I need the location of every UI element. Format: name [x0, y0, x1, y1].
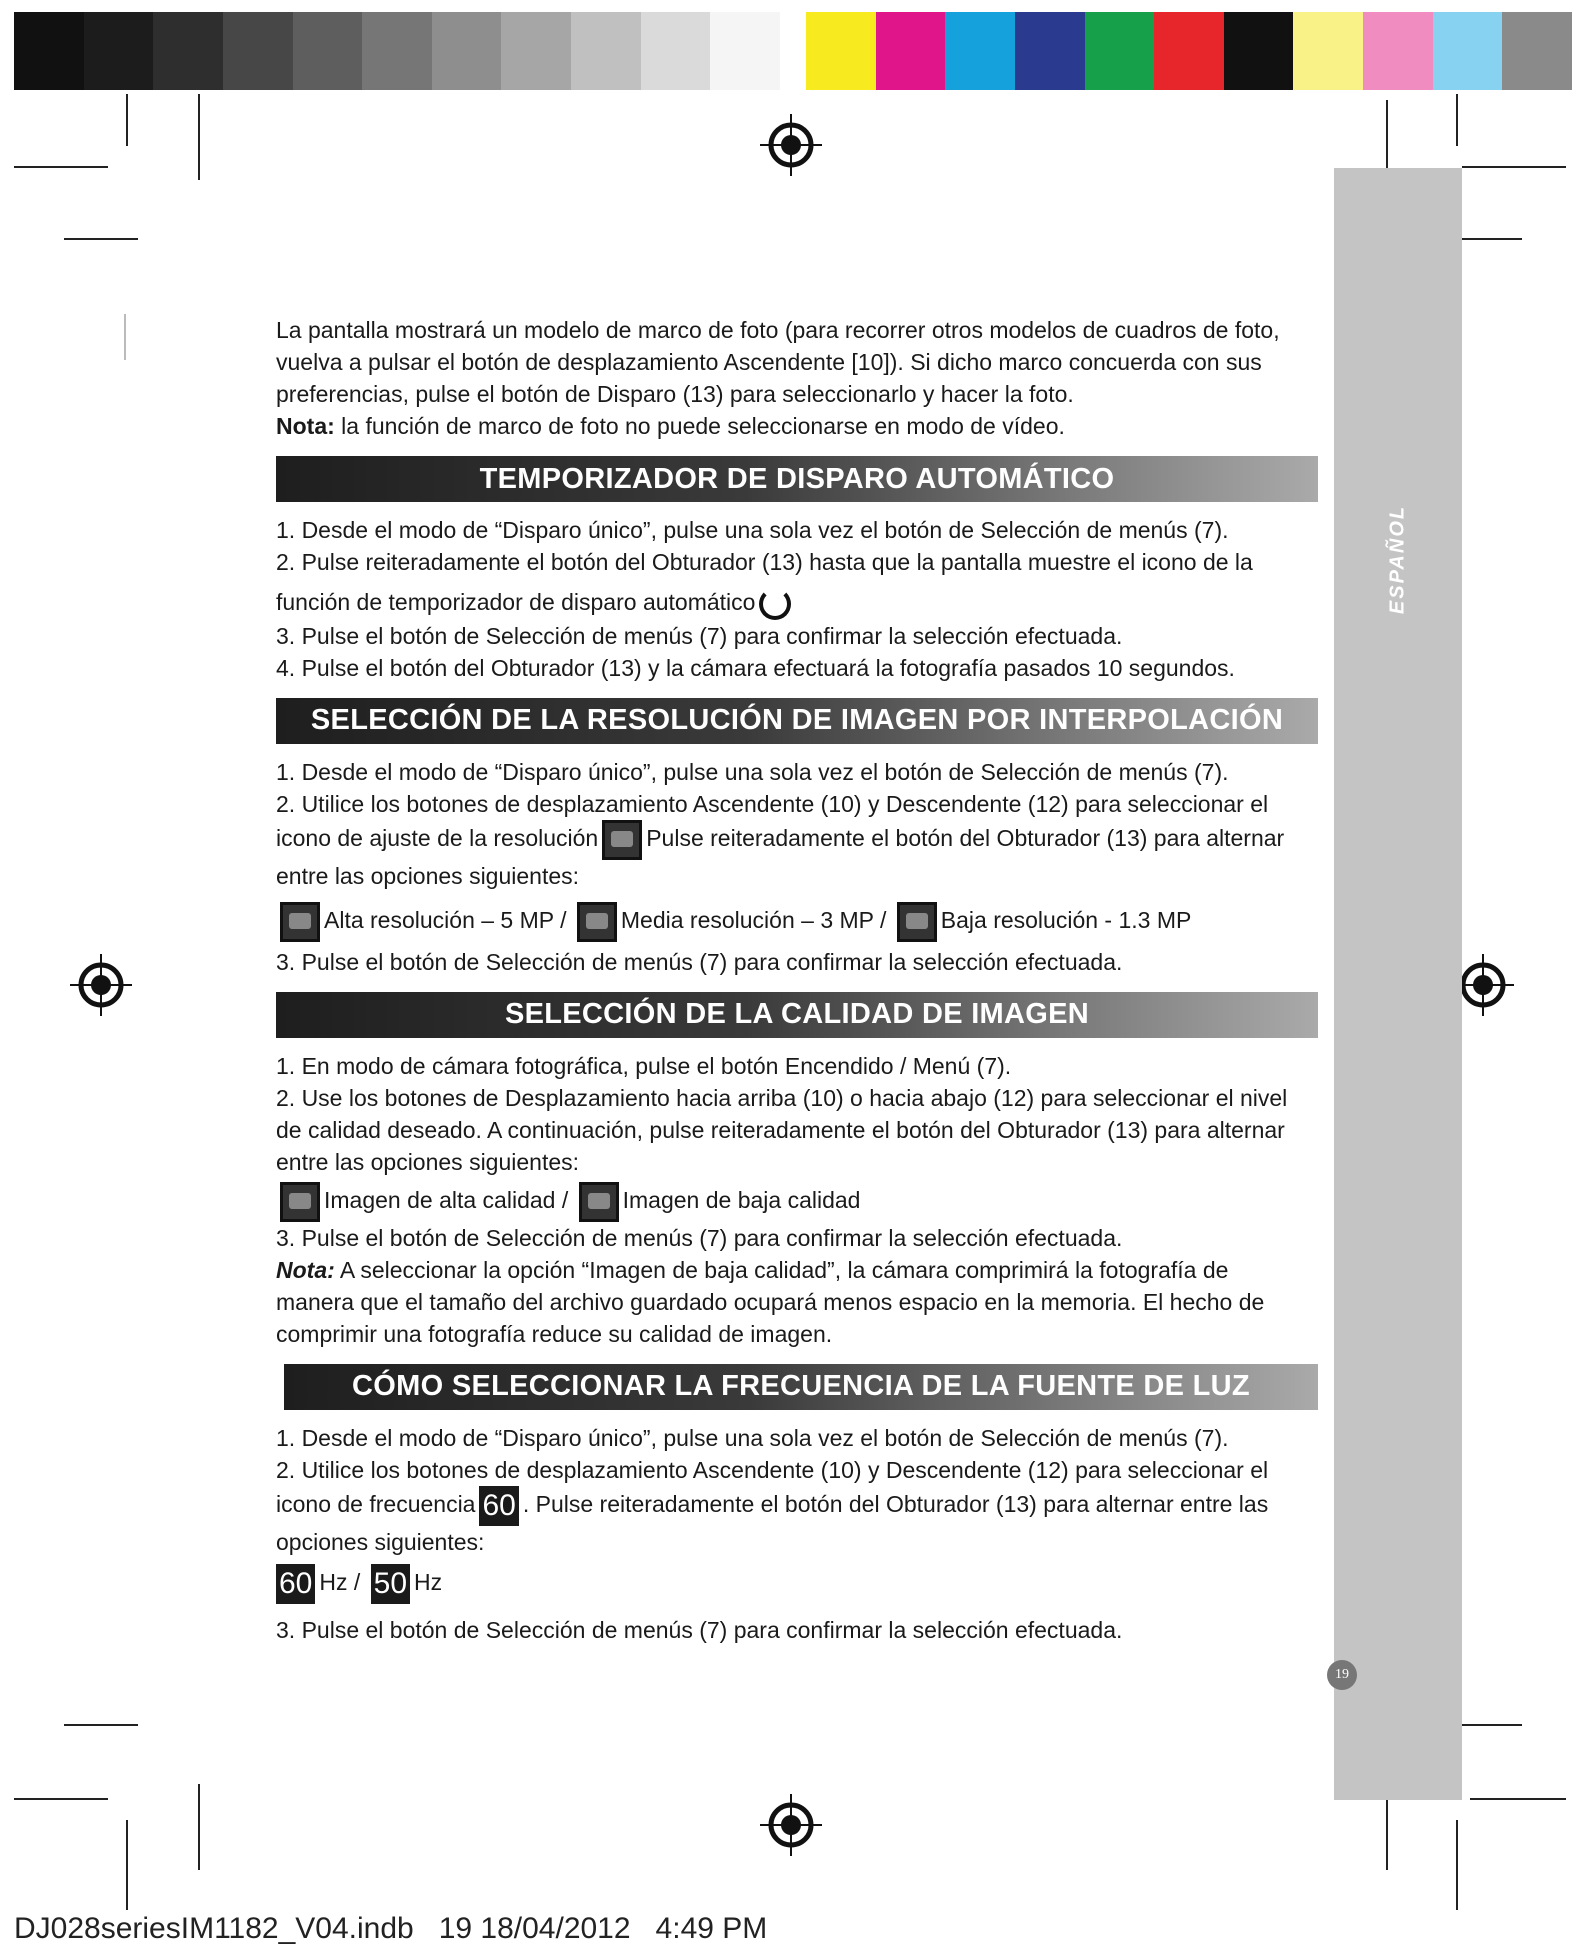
options-line — [276, 1182, 1318, 1222]
step-line: 3. Pulse el botón de Selección de menús (7) para confirmar la selección efectuada. — [276, 622, 1123, 649]
step-line: 1. En modo de cámara fotográfica, pulse el botón Encendido / Menú (7). — [276, 1052, 1012, 1079]
color-swatch — [1433, 12, 1503, 90]
crop-mark — [1470, 1798, 1566, 1800]
option-text: Alta resolución – 5 MP / — [324, 907, 567, 933]
section-heading: SELECCIÓN DE LA CALIDAD DE IMAGEN — [276, 992, 1318, 1038]
step-line: 2. Utilice los botones de desplazamiento Ascendente (10) y Descendente (12) para seleccionar el — [276, 1456, 1269, 1483]
nota-label: Nota: — [276, 413, 335, 439]
option-text: Media resolución – 3 MP / — [620, 907, 887, 933]
crop-mark — [1452, 1724, 1522, 1726]
step-text: función de temporizador de disparo automático — [276, 589, 756, 615]
color-swatch — [571, 12, 641, 90]
step-line: entre las opciones siguientes: — [276, 862, 580, 889]
crop-mark — [1456, 94, 1458, 146]
section-heading: SELECCIÓN DE LA RESOLUCIÓN DE IMAGEN POR INTERPOLACIÓN — [276, 698, 1318, 744]
color-swatch — [1363, 12, 1433, 90]
resolution-icon — [602, 820, 642, 860]
color-swatch — [362, 12, 432, 90]
crop-mark — [126, 94, 128, 146]
nota-line: manera que el tamaño del archivo guardado ocupará menos espacio en la memoria. El hecho de — [276, 1288, 1265, 1315]
step-line: 1. Desde el modo de “Disparo único”, pulse una sola vez el botón de Selección de menús (7). — [276, 758, 1229, 785]
crop-mark — [1452, 238, 1522, 240]
step-line: 2. Use los botones de Desplazamiento hacia arriba (10) o hacia abajo (12) para seleccionar el nivel — [276, 1084, 1288, 1111]
crop-mark — [1462, 166, 1566, 168]
crop-mark — [1456, 1820, 1458, 1910]
page-content — [276, 314, 1318, 1646]
step-line: 1. Desde el modo de “Disparo único”, pulse una sola vez el botón de Selección de menús (7). — [276, 517, 1229, 543]
step-line: 3. Pulse el botón de Selección de menús (7) para confirmar la selección efectuada. — [276, 1224, 1123, 1251]
self-timer-icon — [759, 588, 791, 620]
high-quality-icon — [280, 1182, 320, 1222]
frequency-50-icon: 50 — [371, 1564, 410, 1604]
intro-line: preferencias, pulse el botón de Disparo (13) para seleccionarlo y hacer la foto. — [276, 381, 1074, 407]
color-swatch — [876, 12, 946, 90]
option-text: Imagen de baja calidad — [622, 1187, 861, 1213]
step-line: entre las opciones siguientes: — [276, 1148, 580, 1175]
color-swatch — [641, 12, 711, 90]
color-swatch — [1085, 12, 1155, 90]
print-slug: DJ028seriesIM1182_V04.indb 19 18/04/2012 4:49 PM — [14, 1912, 768, 1945]
step-line — [276, 820, 1318, 860]
crop-mark — [198, 1784, 200, 1870]
color-swatch — [1154, 12, 1224, 90]
intro-line: La pantalla mostrará un modelo de marco de foto (para recorrer otros modelos de cuadros de foto, — [276, 317, 1280, 343]
step-line: 3. Pulse el botón de Selección de menús (7) para confirmar la selección efectuada. — [276, 948, 1123, 975]
step-text: icono de ajuste de la resolución — [276, 825, 599, 851]
options-line — [276, 902, 1318, 942]
gray-scale-bar — [14, 12, 780, 90]
registration-mark-icon — [70, 954, 132, 1016]
color-swatch — [84, 12, 154, 90]
crop-mark — [14, 166, 108, 168]
step-line: 2. Pulse reiteradamente el botón del Obturador (13) hasta que la pantalla muestre el icono de la — [276, 549, 1253, 575]
color-swatch — [806, 12, 876, 90]
crop-mark — [14, 1798, 108, 1800]
color-swatch — [1293, 12, 1363, 90]
intro-line: vuelva a pulsar el botón de desplazamiento Ascendente [10]). Si dicho marco concuerda con sus — [276, 349, 1262, 375]
high-resolution-icon — [280, 902, 320, 942]
option-text: Baja resolución - 1.3 MP — [940, 907, 1192, 933]
option-text: Hz / — [319, 1569, 361, 1595]
low-resolution-icon — [897, 902, 937, 942]
step-line — [276, 586, 1318, 620]
step-line: 3. Pulse el botón de Selección de menús (7) para confirmar la selección efectuada. — [276, 1616, 1123, 1643]
frequency-60-icon: 60 — [276, 1564, 315, 1604]
color-swatch — [432, 12, 502, 90]
step-line: de calidad deseado. A continuación, pulse reiteradamente el botón del Obturador (13) para alternar — [276, 1116, 1285, 1143]
color-swatch — [945, 12, 1015, 90]
language-label: ESPAÑOL — [1386, 504, 1409, 615]
language-side-tab — [1334, 168, 1462, 1800]
crop-mark — [64, 1724, 138, 1726]
color-swatch — [1015, 12, 1085, 90]
step-line: opciones siguientes: — [276, 1528, 485, 1555]
step-line: 1. Desde el modo de “Disparo único”, pulse una sola vez el botón de Selección de menús (7). — [276, 1424, 1229, 1451]
crop-mark — [126, 1820, 128, 1910]
option-text: Hz — [414, 1569, 443, 1595]
nota-text: la función de marco de foto no puede seleccionarse en modo de vídeo. — [334, 413, 1065, 439]
medium-resolution-icon — [577, 902, 617, 942]
crop-mark — [124, 314, 126, 360]
section-heading: CÓMO SELECCIONAR LA FRECUENCIA DE LA FUENTE DE LUZ — [284, 1364, 1318, 1410]
registration-mark-icon — [760, 114, 822, 176]
step-line: 4. Pulse el botón del Obturador (13) y la cámara efectuará la fotografía pasados 10 segundos. — [276, 654, 1235, 681]
option-text: Imagen de alta calidad / — [324, 1187, 569, 1213]
registration-mark-icon — [760, 1794, 822, 1856]
nota-line: comprimir una fotografía reduce su calidad de imagen. — [276, 1320, 833, 1347]
color-swatch — [14, 12, 84, 90]
crop-mark — [64, 238, 138, 240]
step-text: . Pulse reiteradamente el botón del Obturador (13) para alternar entre las — [522, 1491, 1269, 1517]
frequency-60-icon: 60 — [479, 1486, 518, 1526]
step-line: 2. Utilice los botones de desplazamiento Ascendente (10) y Descendente (12) para seleccionar el — [276, 790, 1269, 817]
color-swatch — [153, 12, 223, 90]
nota-text: A seleccionar la opción “Imagen de baja calidad”, la cámara comprimirá la fotografía de — [334, 1256, 1229, 1283]
nota-label: Nota: — [276, 1256, 335, 1283]
color-scale-bar — [806, 12, 1572, 90]
intro-nota — [276, 410, 1318, 442]
page-number: 19 — [1327, 1660, 1357, 1690]
color-swatch — [1224, 12, 1294, 90]
step-text: icono de frecuencia — [276, 1491, 476, 1517]
low-quality-icon — [579, 1182, 619, 1222]
color-swatch — [1502, 12, 1572, 90]
color-swatch — [223, 12, 293, 90]
color-swatch — [293, 12, 363, 90]
options-line — [276, 1564, 1318, 1604]
step-text: Pulse reiteradamente el botón del Obturador (13) para alternar — [646, 825, 1285, 851]
crop-mark — [198, 94, 200, 180]
nota-line — [276, 1254, 1318, 1286]
color-swatch — [501, 12, 571, 90]
step-line — [276, 1486, 1318, 1526]
color-swatch — [710, 12, 780, 90]
section-heading: TEMPORIZADOR DE DISPARO AUTOMÁTICO — [276, 456, 1318, 502]
